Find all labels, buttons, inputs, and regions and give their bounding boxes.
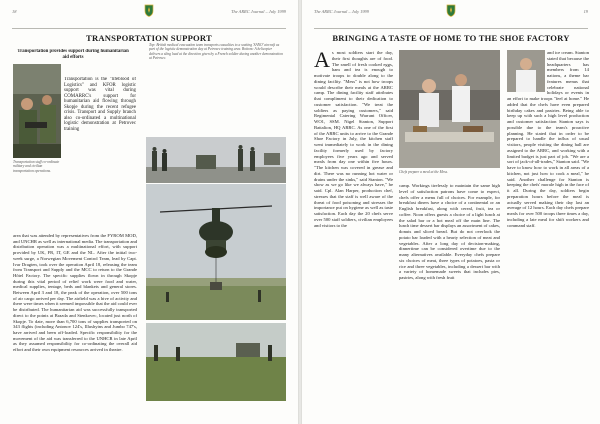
article-column-2: camp. Workings tirelessly to maintain the same high level of satisfaction patrons have come to expect, chefs offer a menu full of choices. For example, for breakfast diners have a choice of a continental or an English breakfast, along with cereal, fruit, tea or coffee. Noon offers guests a choice of a light lunch at the salad bar or a hot meal off the main line. The lunch time dessert bar displays an assortment of cakes, donuts and sliced bread. But do not overlook the potato bar loaded with a hearty selection of meat and vegetables. After a long day of decision-making, dinnertime can be considered overtime due to the many alternatives available. Everyday chefs prepare six choices of meat, three types of potatoes, pasta or rice and three vegetables, including a dessert bar with a variety of homemade sweets that includes pies, pastries, along with fresh fruit: [399, 183, 500, 280]
article-column-3: [507, 50, 589, 418]
header-rule: [12, 28, 286, 29]
arrc-badge-icon: [446, 4, 456, 17]
airfield-photo: [146, 137, 286, 183]
header-rule: [314, 28, 588, 29]
drop-cap: A: [314, 50, 330, 72]
page-title: TRANSPORTATION SUPPORT: [86, 33, 212, 43]
article-column-1: [314, 50, 393, 418]
article-body: area that was attended by representatives from the FYROM MOD, and UNCHR as well as international media. The transportation and distribution operation was a multinational effort, with support provided by UK, FR, IT, GE and the NL. After the initial two-week surge, a Norwegian Movement Control Team, lead by Capt. Ivar Dragten, took over the operation April 18, releasing the team from Transport and Supply and the MCC to return to the Grande Hôtel Factory. The specific supplies flown in through Skopje during this vital period of relief work were food and water, medical supplies, tentage, beds and blankets and general stores. Between April 3 and 18, the peak of the operation, over 500 tons of air cargo arrived per day. The airfield was a hive of activity and there were times when it seemed impossible that the aid could ever be distributed. The humanitarian aid was successfully transported direct to the points at Brazda and Stenkovec, located just north of Skopje. To date, more than 6,700 tons of supplies transported on 343 flights (including Antonov 124's, Illushyins and Jumbo 747's, have arrived and been off-loaded. Specific responsibility for the movement of the aid was transferred to the UNHCR in late April as they assumed responsibility for co-ordinating the overall aid effort and their own equipment resources arrived in theatre.: [13, 233, 137, 353]
soldiers-photo: [13, 64, 61, 158]
left-page: [0, 0, 298, 424]
right-page: [302, 0, 600, 424]
helicopter-photo: [146, 184, 286, 320]
intro-paragraph: Transportation is the "lifeblood of Logistics" and KFOR logistic support was vital during COMARRC's support for humanitarian aid flowing through Skopje during the recent refugee crisis. Transport and Supply branch also co-ordinated a multinational logistic demonstration at Petrovec training: [64, 77, 136, 132]
field-photo: [146, 323, 286, 401]
photo-caption-top: Top: British medical evacuation team transports casualties to a waiting 'SANO' aircraft as part of the logistic demonstration day at Petrovec training area. Bottom: A helicopter delivers a sling load at the direction given by a French soldier during another demonstration at Petrovec.: [149, 43, 283, 61]
article-subheading: Transportation provides support during humanitarian aid efforts: [17, 49, 129, 60]
page-title-right: BRINGING A TASTE OF HOME TO THE SHOE FACTORY: [332, 33, 570, 43]
kitchen-photo: [399, 50, 500, 168]
page-number-right: 19: [583, 9, 588, 14]
page-number: 18: [12, 9, 17, 14]
column-3-text: and ice cream. Stanton stated that because the headquarters has members from 14 nations, a theme bar features menus that celebrate national holidays or events in an effort to make troops "feel at home." He added that the chefs have even prepared birthday cakes and pastries. Being able to keep up with such a high level production and customer satisfaction Stanton says is possible due to the team's proactive planning. He stated that in order to be prepared to handle the influx of usual visitors, people visiting the dining hall are assigned to the ARRC, and working with a limited budget is just part of job. "We are a sort of jack-of-all-trades," Stanton said. "We have to know how to work in all areas of a kitchen, not just how to cook a meal," he said. Another challenge for Stanton is keeping the chefs' morale high in the face of it all. During the day, soldiers begin preparation hours before the meal is actually served making their day last an average of 12 hours. Each day chefs prepare meals for over 500 troops three times a day, including a late meal for shift workers and command staff.: [507, 50, 589, 228]
photo-wrap-spacer: [507, 50, 547, 94]
arrc-badge-icon: [144, 4, 154, 17]
running-header: The ARRC Journal – July 1999: [231, 9, 286, 14]
column-1-text: s most soldiers start the day, their first thoughts are of food. The smell of fresh cooked eggs, ham and tea is enough to motivate troops to double along to the dining facility. "Mess" is not how troops would describe their meals at the ARRC camp. The dining facility staff attributes that compliment to their dedication to customer satisfaction. "We treat the soldiers as paying customers," said Regimental Catering Warrant Officer, WO1, SSM. Nigel Stanton, Support Battalion, HQ ARRC. As one of the first of the ARRC units to arrive to the Grande Shoe Factory in July, the kitchen staff went immediately to work in the dining facility formerly used by factory employees five years ago and served meals from day one within five hours. "The kitchen was covered in grease and dirt. There was no running hot water or drains under the sinks," said Stanton. "We show as we go like we always have," he said. Cpl. Alan Harper, production chef, stresses that the staff is well aware of the threat of food poisoning and stresses the importance put on hygiene as well as taste satisfaction. Each day the 20 chefs serve over 500 staff soldiers, civilian employees and visitors to the: [314, 50, 393, 228]
running-header-right: The ARRC Journal – July 1999: [314, 9, 369, 14]
photo-caption-right: Chefs prepare a meal at the Mess.: [399, 170, 448, 174]
photo-caption-left: Transportation staff co-ordinate military and civilian transportation operations.: [13, 160, 60, 173]
